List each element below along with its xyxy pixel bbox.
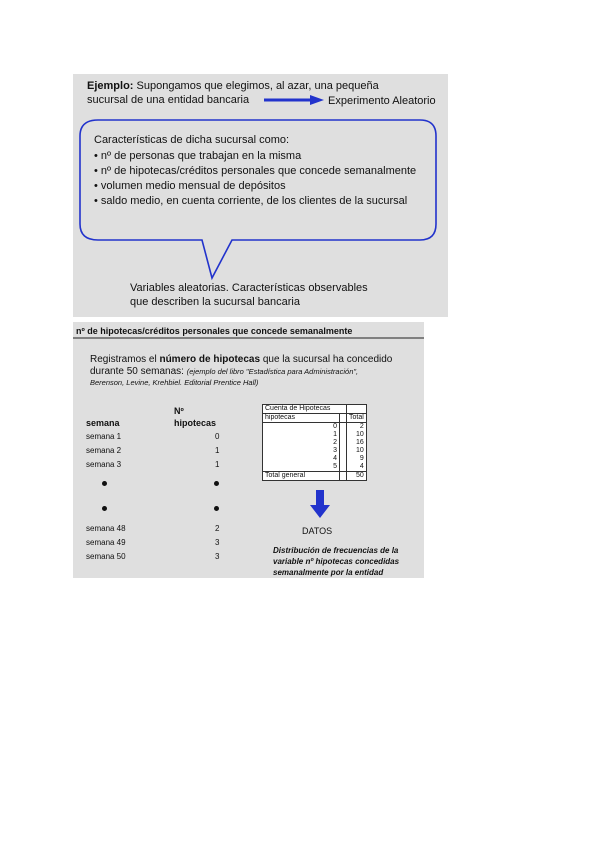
bubble-intro: Características de dicha sucursal como:	[94, 134, 290, 146]
col-n-header-2: hipotecas	[174, 418, 217, 428]
example-label: Ejemplo:	[87, 80, 134, 92]
pivot-value: 10	[347, 447, 367, 455]
pivot-value: 16	[347, 439, 367, 447]
source-line1: (ejemplo del libro "Estadística para Administración",	[186, 367, 359, 376]
col-semana-header: semana	[86, 418, 120, 428]
pivot-total-value: 50	[347, 472, 367, 481]
col-n-header: Nº	[174, 406, 184, 416]
intro-line1	[90, 354, 392, 365]
intro-post: que la sucursal ha concedido	[260, 354, 393, 365]
example-line1	[87, 80, 379, 92]
row-n: 2	[215, 524, 220, 533]
pivot-key: 4	[263, 455, 340, 463]
intro-durante: durante 50 semanas:	[90, 366, 184, 377]
pivot-title: Cuenta de Hipotecas	[263, 405, 347, 414]
bubble-caption-line2: que describen la sucursal bancaria	[130, 296, 300, 308]
pivot-key: 5	[263, 463, 340, 472]
experimento-aleatorio-label: Experimento Aleatorio	[328, 95, 436, 107]
example-text1: Supongamos que elegimos, al azar, una pequeña	[136, 80, 379, 92]
pivot-value: 4	[347, 463, 367, 472]
pivot-value: 10	[347, 431, 367, 439]
datos-label: DATOS	[302, 526, 333, 536]
ellipsis-dot	[214, 481, 219, 486]
distribution-line3: semanalmente por la entidad	[273, 568, 384, 577]
pivot-row-header: hipotecas	[263, 414, 340, 423]
ellipsis-dot	[214, 506, 219, 511]
section-title: nº de hipotecas/créditos personales que concede semanalmente	[76, 326, 353, 336]
example-line2: sucursal de una entidad bancaria	[87, 94, 250, 106]
pivot-total-label: Total general	[263, 472, 340, 481]
pivot-value: 2	[347, 423, 367, 432]
row-semana: semana 48	[86, 524, 126, 533]
distribution-line2: variable nº hipotecas concedidas	[273, 557, 400, 566]
distribution-line1: Distribución de frecuencias de la	[273, 546, 399, 555]
pivot-key: 2	[263, 439, 340, 447]
bubble-item: • nº de hipotecas/créditos personales que concede semanalmente	[94, 165, 417, 177]
row-n: 0	[215, 432, 220, 441]
intro-pre: Registramos el	[90, 354, 160, 365]
row-n: 3	[215, 538, 220, 547]
ellipsis-dot	[102, 481, 107, 486]
arrow-datos-shaft	[316, 490, 324, 506]
bubble-item: • volumen medio mensual de depósitos	[94, 180, 286, 192]
row-semana: semana 1	[86, 432, 122, 441]
pivot-table	[262, 404, 367, 481]
pivot-value: 9	[347, 455, 367, 463]
bubble-item: • saldo medio, en cuenta corriente, de los clientes de la sucursal	[94, 195, 408, 207]
pivot-key: 0	[263, 423, 340, 432]
pivot-col-header: Total	[347, 414, 367, 423]
row-semana: semana 3	[86, 460, 122, 469]
pivot-key: 3	[263, 447, 340, 455]
arrow-datos-head	[310, 505, 330, 518]
arrow-experimento-head	[310, 95, 324, 105]
row-semana: semana 50	[86, 552, 126, 561]
bubble-item: • nº de personas que trabajan en la misma	[94, 150, 302, 162]
source-line2: Berenson, Levine, Krehbiel. Editorial Prentice Hall)	[90, 378, 259, 387]
row-n: 3	[215, 552, 220, 561]
intro-line2	[90, 366, 358, 377]
row-n: 1	[215, 446, 220, 455]
row-n: 1	[215, 460, 220, 469]
intro-bold: número de hipotecas	[159, 354, 261, 365]
row-semana: semana 49	[86, 538, 126, 547]
bubble-caption-line1: Variables aleatorias. Características observables	[130, 282, 368, 294]
ellipsis-dot	[102, 506, 107, 511]
row-semana: semana 2	[86, 446, 122, 455]
pivot-key: 1	[263, 431, 340, 439]
